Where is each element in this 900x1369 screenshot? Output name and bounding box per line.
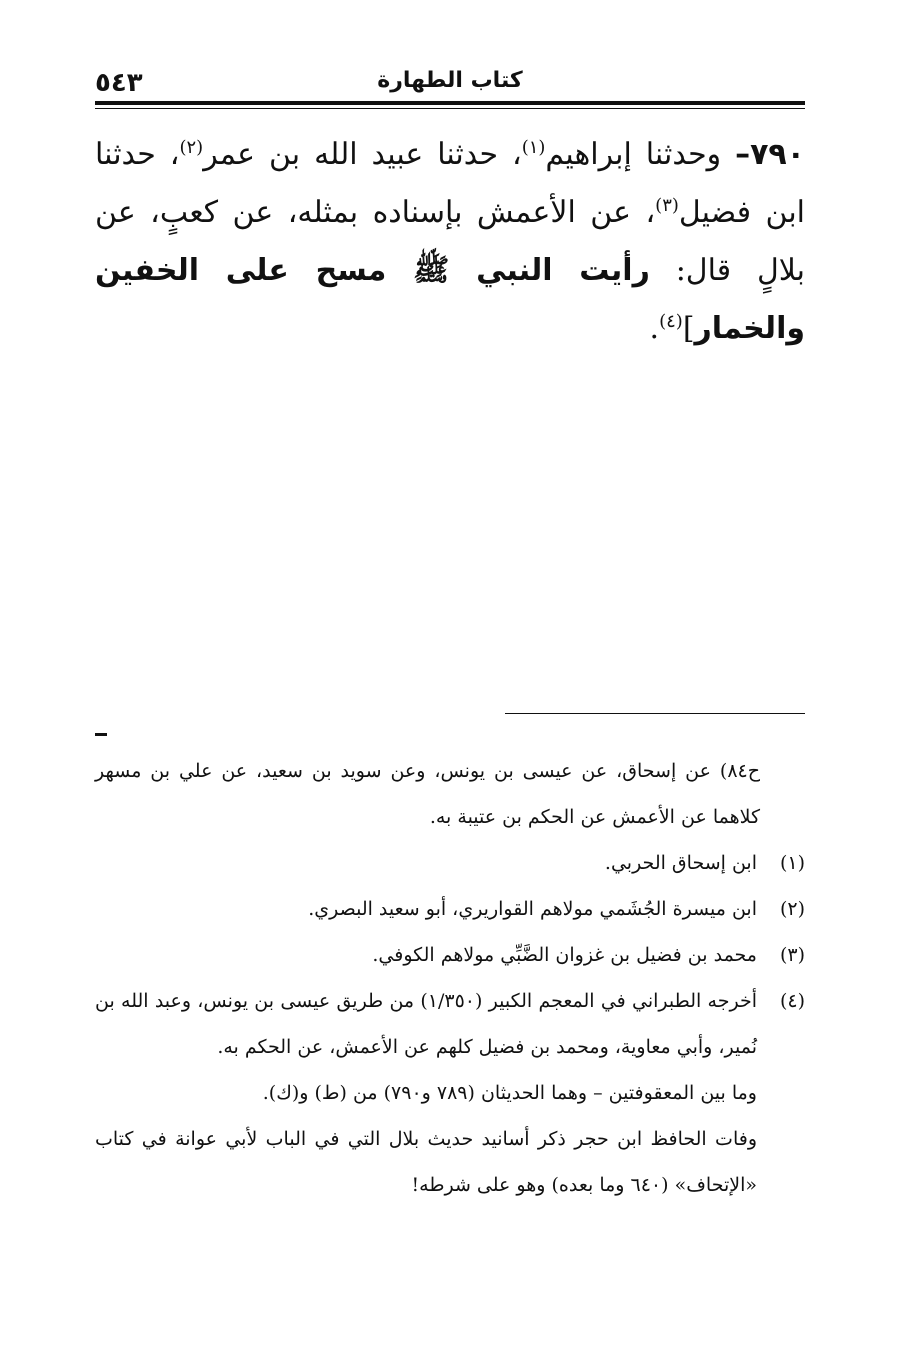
final-period: . (649, 311, 660, 346)
footnote-line: أخرجه الطبراني في المعجم الكبير (١/٣٥٠) من طريق عيسى بن يونس، وعبد الله بن نُمير، وأبي معاوية، ومحمد بن فضيل كلهم عن الأعمش، عن الحكم به. (95, 990, 757, 1058)
footnote-number: (١) (779, 852, 805, 874)
footnote-1 (95, 840, 805, 886)
footnote-line: ابن إسحاق الحربي. (604, 852, 757, 874)
footnote-text (95, 978, 757, 1208)
isnad-part-2: ، حدثنا عبيد الله بن عمر (203, 137, 522, 172)
footnote-line: وما بين المعقوفتين – وهما الحديثان (٧٨٩ و٧٩٠) من (ط) و(ك). (262, 1082, 757, 1104)
isnad-part-4: ، عن الأعمش بإسناده بمثله، عن كعبٍ، عن بلالٍ قال: (95, 195, 805, 288)
footnote-ref-1: (١) (521, 137, 546, 158)
closing-bracket: ] (682, 311, 695, 346)
footnote-number: (٢) (779, 898, 805, 920)
hadith-matn: رأيت النبي ﷺ مسح على الخفين والخمار (95, 253, 805, 346)
hadith-number: ٧٩٠ (750, 137, 805, 172)
footnote-continuation-mark (95, 733, 107, 736)
hadith-dash: – (735, 137, 751, 172)
page-number: ٥٤٣ (95, 68, 143, 98)
footnote-carry-over: ح٨٤) عن إسحاق، عن عيسى بن يونس، وعن سويد بن سعيد، عن علي بن مسهر كلاهما عن الأعمش عن الحكم بن عتيبة به. (95, 760, 760, 828)
footnote-line: محمد بن فضيل بن غزوان الضَّبِّي مولاهم الكوفي. (372, 944, 757, 966)
hadith-text (95, 126, 805, 358)
footnote-2 (95, 886, 805, 932)
header-rule-thin (95, 108, 805, 109)
page-header (95, 64, 805, 104)
footnote-number: (٣) (779, 944, 805, 966)
footnote-ref-4: (٤) (659, 311, 683, 332)
footnote-text (95, 840, 757, 886)
isnad-part-1: وحدثنا إبراهيم (545, 137, 736, 172)
footnotes (95, 748, 805, 1208)
footnote-text (95, 886, 757, 932)
footnote-line: ابن ميسرة الجُشَمي مولاهم القواريري، أبو سعيد البصري. (308, 898, 757, 920)
running-head: كتاب الطهارة (377, 68, 523, 93)
isnad-part-3: ، حدثنا ابن فضيل (95, 137, 805, 230)
footnote-4 (95, 978, 805, 1208)
footnote-ref-3: (٣) (655, 195, 679, 216)
header-rule-thick (95, 101, 805, 105)
footnote-line: وفات الحافظ ابن حجر ذكر أسانيد حديث بلال التي في الباب لأبي عوانة في كتاب «الإتحاف» (٦٤٠ وما بعده) وهو على شرطه! (95, 1128, 757, 1196)
footnote-ref-2: (٢) (179, 137, 204, 158)
footnote-text (95, 932, 757, 978)
footnote-number: (٤) (779, 990, 805, 1012)
footnote-separator (505, 713, 805, 714)
footnote-3 (95, 932, 805, 978)
